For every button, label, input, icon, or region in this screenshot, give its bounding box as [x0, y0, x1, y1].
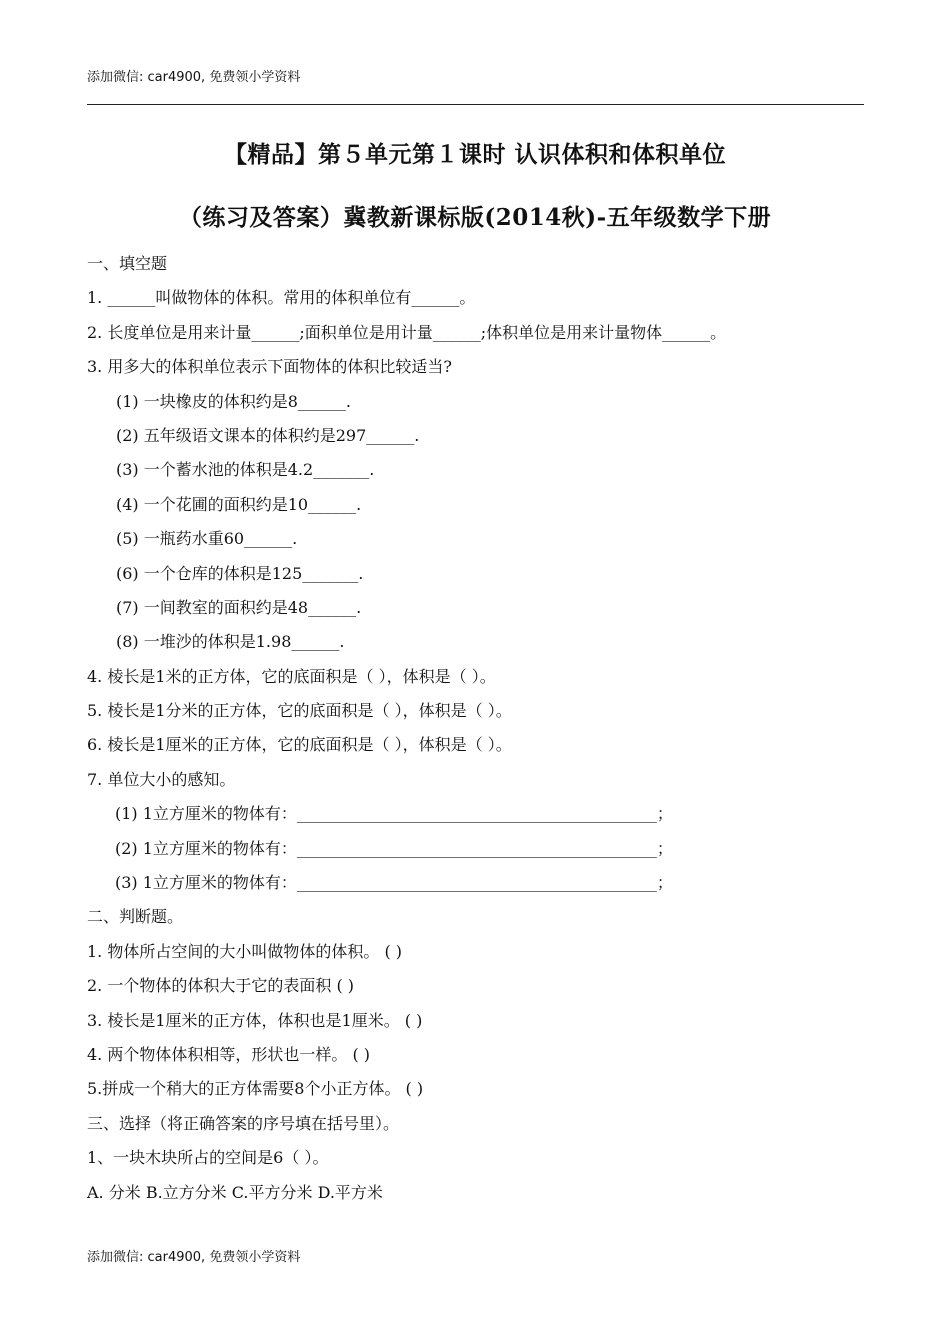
question-7-item: (1) 1立方厘米的物体有：_____________________________________________；: [115, 804, 673, 824]
header-divider: [87, 104, 864, 105]
question-4: 4. 棱长是1米的正方体，它的底面积是（ ），体积是（ ）。: [87, 666, 496, 686]
question-3-item: (7) 一间教室的面积约是48______.: [116, 597, 362, 617]
document-title-line-1: 【精品】第５单元第１课时 认识体积和体积单位: [223, 141, 726, 168]
section-heading-fill-blank: 一、填空题: [87, 254, 168, 273]
question-7-item: (3) 1立方厘米的物体有：_____________________________________________；: [115, 873, 673, 893]
document-title-line-2: （练习及答案）冀教新课标版(2014秋)-五年级数学下册: [178, 204, 772, 231]
question-5: 5. 棱长是1分米的正方体，它的底面积是（ ），体积是（ ）。: [87, 701, 512, 721]
section-heading-true-false: 二、判断题。: [87, 907, 184, 927]
question-6: 6. 棱长是1厘米的正方体，它的底面积是（ ），体积是（ ）。: [87, 735, 512, 755]
choice-question-1: 1、一块木块所占的空间是6（ ）。: [87, 1148, 329, 1168]
header-note: 添加微信: car4900, 免费领小学资料: [87, 70, 301, 85]
footer-note: 添加微信: car4900, 免费领小学资料: [87, 1250, 301, 1265]
judgement-item: 5.拼成一个稍大的正方体需要8个小正方体。 ( ): [87, 1079, 424, 1099]
question-3-item: (6) 一个仓库的体积是125_______.: [116, 563, 364, 583]
judgement-item: 3. 棱长是1厘米的正方体，体积也是1厘米。 ( ): [87, 1010, 423, 1030]
question-3-item: (3) 一个蓄水池的体积是4.2_______.: [116, 460, 375, 480]
judgement-item: 2. 一个物体的体积大于它的表面积 ( ): [87, 976, 355, 996]
choice-options: A. 分米 B.立方分米 C.平方分米 D.平方米: [87, 1182, 383, 1202]
question-7: 7. 单位大小的感知。: [87, 769, 236, 789]
question-1: 1. ______叫做物体的体积。常用的体积单位有______。: [87, 288, 476, 308]
question-2: 2. 长度单位是用来计量______;面积单位是用计量______;体积单位是用来计量物体______。: [87, 322, 727, 342]
section-heading-multiple-choice: 三、选择（将正确答案的序号填在括号里）。: [87, 1113, 400, 1133]
judgement-item: 4. 两个物体体积相等，形状也一样。 ( ): [87, 1044, 371, 1064]
question-3: 3. 用多大的体积单位表示下面物体的体积比较适当?: [87, 357, 452, 377]
question-7-item: (2) 1立方厘米的物体有：_____________________________________________；: [115, 838, 673, 858]
worksheet-body: [87, 247, 867, 1210]
question-3-item: (5) 一瓶药水重60______.: [116, 529, 298, 549]
question-3-item: (4) 一个花圃的面积约是10______.: [116, 494, 362, 514]
question-3-item: (8) 一堆沙的体积是1.98______.: [116, 632, 345, 652]
question-3-item: (2) 五年级语文课本的体积约是297______.: [116, 425, 420, 445]
judgement-item: 1. 物体所占空间的大小叫做物体的体积。 ( ): [87, 941, 403, 961]
question-3-item: (1) 一块橡皮的体积约是8______.: [116, 391, 352, 411]
